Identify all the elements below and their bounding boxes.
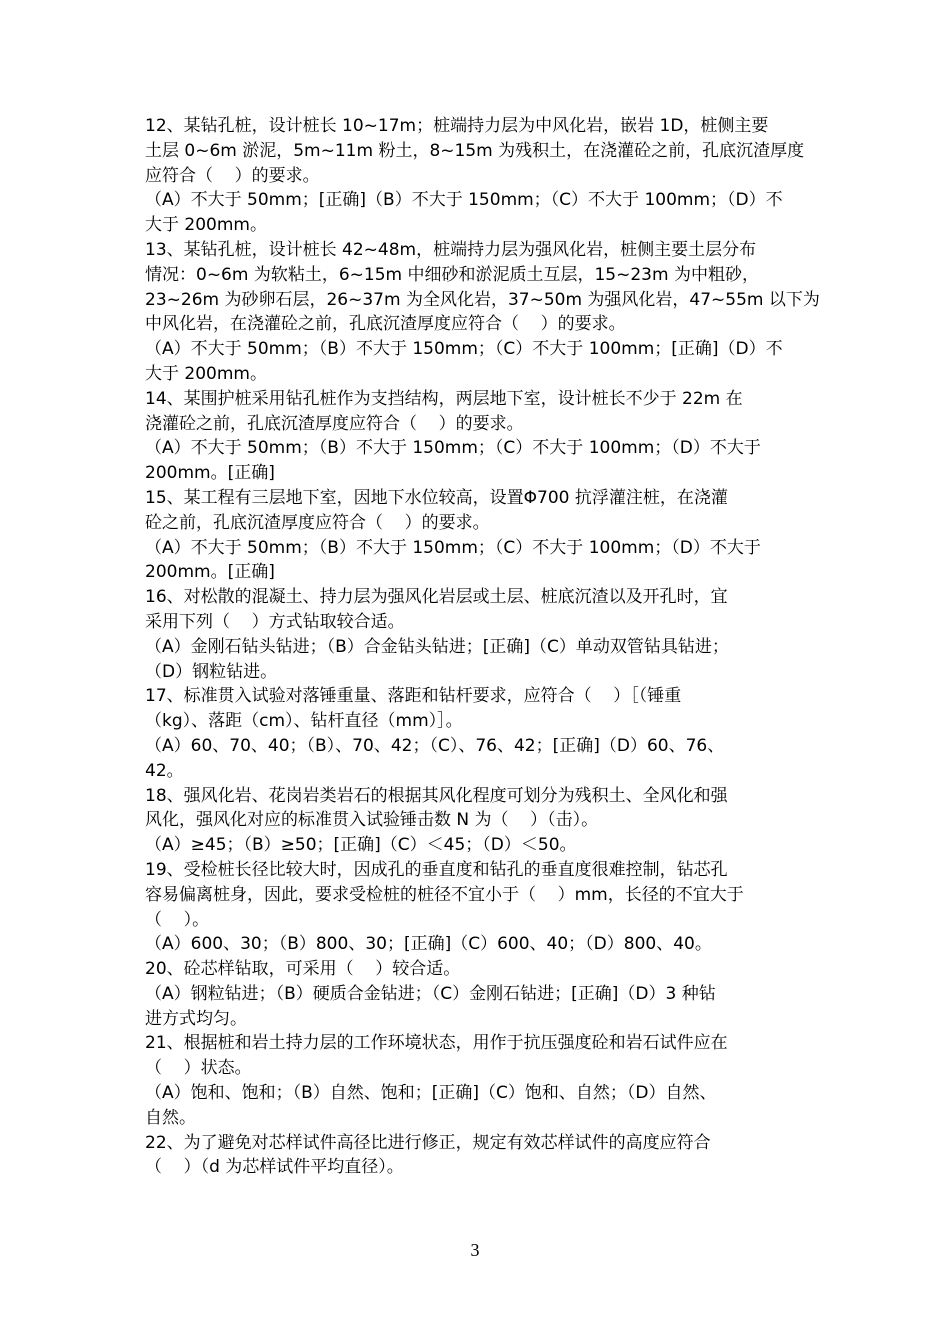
answer-line: （A）600、30；（B）800、30；[正确]（C）600、40；（D）800、40。 [145,934,712,955]
question-22 [145,1131,810,1181]
answer-line: （A）金刚石钻头钻进；（B）合金钻头钻进；[正确]（C）单动双管钻具钻进； [145,636,729,657]
question-line: 采用下列（ ）方式钻取较合适。 [145,611,405,632]
question-line: 12、某钻孔桩，设计桩长 10~17m；桩端持力层为中风化岩，嵌岩 1D，桩侧主要 [145,116,769,136]
question-21 [145,1031,810,1130]
answer-line: 42。 [145,760,184,781]
question-19 [145,858,810,957]
question-line: 18、强风化岩、花岗岩类岩石的根据其风化程度可划分为残积土、全风化和强 [145,785,728,806]
question-line: （ ）（d 为芯样试件平均直径）。 [145,1157,404,1178]
page-content [145,114,820,1180]
question-20 [145,957,810,1031]
question-12 [145,114,810,238]
question-line: 14、某围护桩采用钻孔桩作为支挡结构，两层地下室，设计桩长不少于 22m 在 [145,388,743,409]
question-17 [145,684,810,783]
question-line: 15、某工程有三层地下室，因地下水位较高，设置Φ700 抗浮灌注桩，在浇灌 [145,487,728,508]
question-line: 土层 0~6m 淤泥，5m~11m 粉土，8~15m 为残积土，在浇灌砼之前，孔底沉渣厚度 [145,140,805,161]
question-line: 13、某钻孔桩，设计桩长 42~48m，桩端持力层为强风化岩，桩侧主要土层分布 [145,239,757,260]
question-line: 17、标准贯入试验对落锤重量、落距和钻杆要求，应符合（ ）［（锤重 [145,686,682,707]
answer-line: 大于 200mm。 [145,215,267,236]
question-line: 浇灌砼之前，孔底沉渣厚度应符合（ ）的要求。 [145,413,524,434]
answer-line: （A）不大于 50mm；[正确]（B）不大于 150mm；（C）不大于 100mm；（D）不 [145,190,783,211]
question-line: 16、对松散的混凝土、持力层为强风化岩层或土层、桩底沉渣以及开孔时，宜 [145,587,728,608]
question-line: 22、为了避免对芯样试件高径比进行修正，规定有效芯样试件的高度应符合 [145,1132,711,1153]
question-15 [145,486,810,585]
question-line: 21、根据桩和岩土持力层的工作环境状态，用作于抗压强度砼和岩石试件应在 [145,1033,728,1054]
answer-line: （A）不大于 50mm；（B）不大于 150mm；（C）不大于 100mm；[正确]（D）不 [145,339,783,360]
page-number: 3 [470,1240,480,1260]
answer-line: 自然。 [145,1107,196,1128]
answer-line: 200mm。[正确] [145,463,275,484]
question-line: 容易偏离桩身，因此，要求受检桩的桩径不宜小于（ ）mm，长径的不宜大于 [145,884,744,905]
question-line: 23~26m 为砂卵石层，26~37m 为全风化岩，37~50m 为强风化岩，47~55m 以下为 [145,289,820,310]
question-18 [145,784,810,858]
answer-line: （A）不大于 50mm；（B）不大于 150mm；（C）不大于 100mm；（D）不大于 [145,537,761,558]
question-line: 应符合（ ）的要求。 [145,165,320,186]
answer-line: （A）饱和、饱和；（B）自然、饱和；[正确]（C）饱和、自然；（D）自然、 [145,1083,717,1104]
answer-line: （A）不大于 50mm；（B）不大于 150mm；（C）不大于 100mm；（D）不大于 [145,438,761,459]
question-14 [145,387,810,486]
answer-line: 进方式均匀。 [145,1008,247,1029]
answer-line: （A）≥45；（B）≥50；[正确]（C）＜45；（D）＜50。 [145,835,577,856]
question-16 [145,585,810,684]
question-line: 砼之前，孔底沉渣厚度应符合（ ）的要求。 [145,512,490,533]
question-line: 19、受检桩长径比较大时，因成孔的垂直度和钻孔的垂直度很难控制，钻芯孔 [145,859,728,880]
answer-line: 大于 200mm。 [145,363,267,384]
question-line: 情况：0~6m 为软粘土，6~15m 中细砂和淤泥质土互层，15~23m 为中粗砂， [145,264,759,285]
question-13 [145,238,820,387]
question-line: 中风化岩，在浇灌砼之前，孔底沉渣厚度应符合（ ）的要求。 [145,314,626,335]
answer-line: 200mm。[正确] [145,562,275,583]
answer-line: （A）60、70、40；（B）、70、42；（C）、76、42；[正确]（D）60、76、 [145,735,725,756]
question-line: （ ）状态。 [145,1058,252,1079]
question-line: （kg）、落距（cm）、钻杆直径（mm）］。 [145,711,463,732]
answer-line: （D）钢粒钻进。 [145,661,278,682]
question-line: 风化，强风化对应的标准贯入试验锤击数 N 为（ ）（击）。 [145,810,599,831]
question-line: 20、砼芯样钻取，可采用（ ）较合适。 [145,959,461,980]
answer-line: （A）钢粒钻进；（B）硬质合金钻进；（C）金刚石钻进；[正确]（D）3 种钻 [145,983,716,1004]
question-line: （ ）。 [145,909,210,930]
